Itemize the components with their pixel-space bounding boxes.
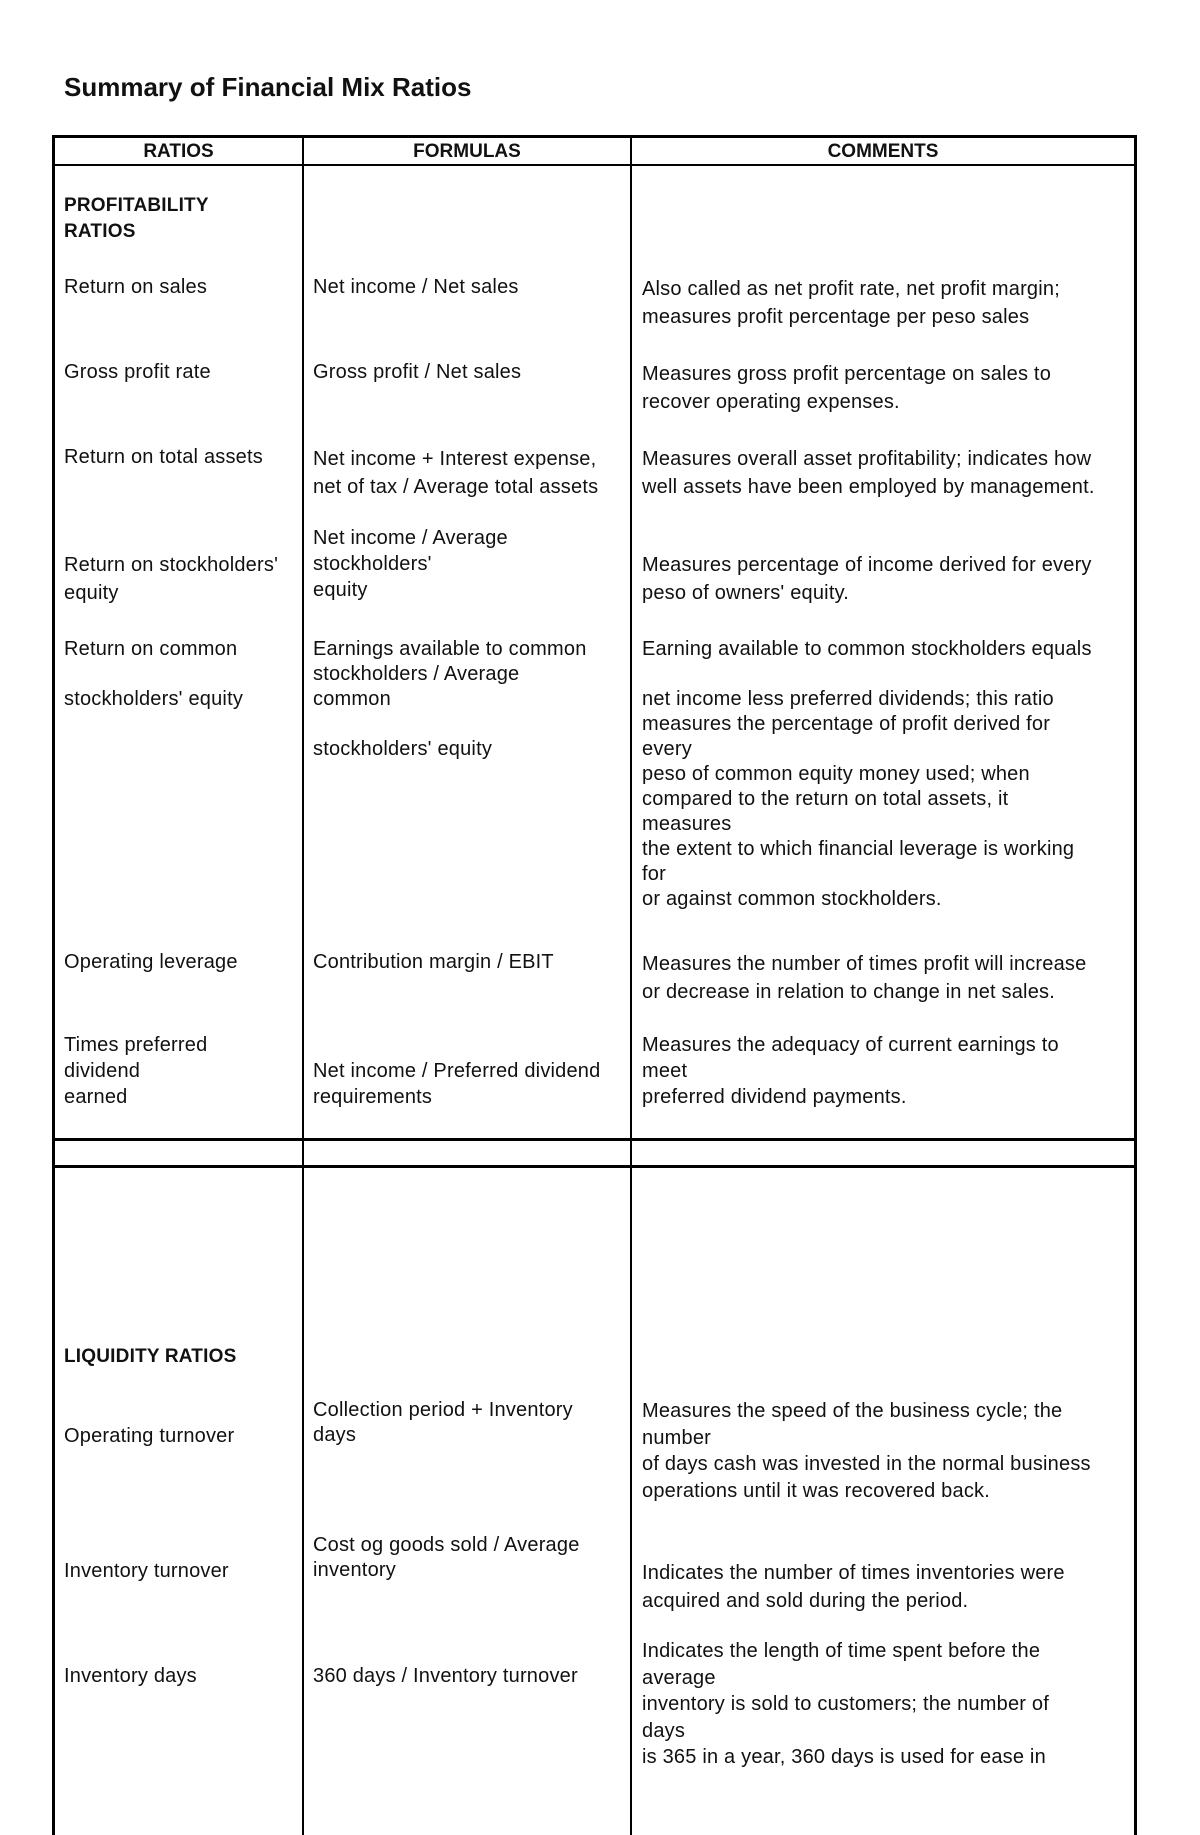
table-right-border bbox=[1134, 135, 1137, 1835]
ratio-cell: Return on common stockholders' equity bbox=[64, 638, 244, 710]
comment-cell: Measures gross profit percentage on sales to recover operating expenses. bbox=[642, 363, 1052, 413]
ratio-cell: Times preferred dividend earned bbox=[64, 1034, 208, 1108]
ratio-cell: Inventory turnover bbox=[64, 1560, 229, 1582]
header-comments: COMMENTS bbox=[827, 141, 939, 162]
formula-cell: 360 days / Inventory turnover bbox=[313, 1665, 578, 1687]
page-title: Summary of Financial Mix Ratios bbox=[64, 72, 472, 102]
ratio-cell: Operating turnover bbox=[64, 1425, 235, 1447]
section-divider-top bbox=[52, 1138, 1137, 1141]
formula-cell: Net income / Preferred dividend requirements bbox=[313, 1060, 601, 1108]
ratio-cell: Return on sales bbox=[64, 276, 208, 298]
ratio-cell: Return on total assets bbox=[64, 446, 263, 468]
header-ratios: RATIOS bbox=[143, 141, 214, 162]
comment-cell: Indicates the length of time spent before the average inventory is sold to customers; the number of days is 365 in a year, 360 days is used for ease in bbox=[642, 1640, 1049, 1768]
formula-cell: Cost og goods sold / Average inventory bbox=[313, 1534, 580, 1581]
comment-cell: Measures overall asset profitability; indicates how well assets have been employed by management. bbox=[642, 448, 1095, 498]
formula-cell: Contribution margin / EBIT bbox=[313, 951, 554, 973]
header-formulas: FORMULAS bbox=[413, 141, 521, 162]
comment-cell: Indicates the number of times inventories were acquired and sold during the period. bbox=[642, 1562, 1065, 1612]
formula-cell: Net income + Interest expense, net of tax / Average total assets bbox=[313, 448, 599, 498]
comment-cell: Measures percentage of income derived for every peso of owners' equity. bbox=[642, 554, 1092, 604]
ratio-cell: Operating leverage bbox=[64, 951, 238, 973]
formula-cell: Gross profit / Net sales bbox=[313, 361, 522, 383]
ratio-cell: Gross profit rate bbox=[64, 361, 211, 383]
formula-cell: Net income / Net sales bbox=[313, 276, 519, 298]
ratio-cell: Inventory days bbox=[64, 1665, 197, 1687]
section-heading-profitability: PROFITABILITY RATIOS bbox=[64, 195, 209, 242]
comment-cell: Measures the number of times profit will increase or decrease in relation to change in net sales. bbox=[642, 953, 1087, 1003]
column-divider-1 bbox=[302, 135, 304, 1835]
section-divider-bottom bbox=[52, 1165, 1137, 1168]
header-bottom-border bbox=[52, 164, 1137, 166]
formula-cell: Earnings available to common stockholders / Average common stockholders' equity bbox=[313, 638, 587, 760]
table-top-border bbox=[52, 135, 1137, 138]
ratio-cell: Return on stockholders' equity bbox=[64, 554, 279, 604]
comment-cell: Also called as net profit rate, net profit margin; measures profit percentage per peso sales bbox=[642, 278, 1060, 328]
table-left-border bbox=[52, 135, 55, 1835]
comment-cell: Measures the adequacy of current earnings to meet preferred dividend payments. bbox=[642, 1034, 1059, 1108]
formula-cell: Net income / Average stockholders' equity bbox=[313, 527, 508, 601]
comment-cell: Earning available to common stockholders equals net income less preferred dividends; this ratio measures the percentage of profit derived for every peso of common equity money used; when compared to the return on total assets, it measures the extent to which financial leverage is working for or against common stockholders. bbox=[642, 638, 1092, 910]
comment-cell: Measures the speed of the business cycle; the number of days cash was invested in the normal business operations until it was recovered back. bbox=[642, 1400, 1091, 1502]
column-divider-2 bbox=[630, 135, 632, 1835]
formula-cell: Collection period + Inventory days bbox=[313, 1399, 573, 1446]
section-heading-liquidity: LIQUIDITY RATIOS bbox=[64, 1346, 237, 1367]
